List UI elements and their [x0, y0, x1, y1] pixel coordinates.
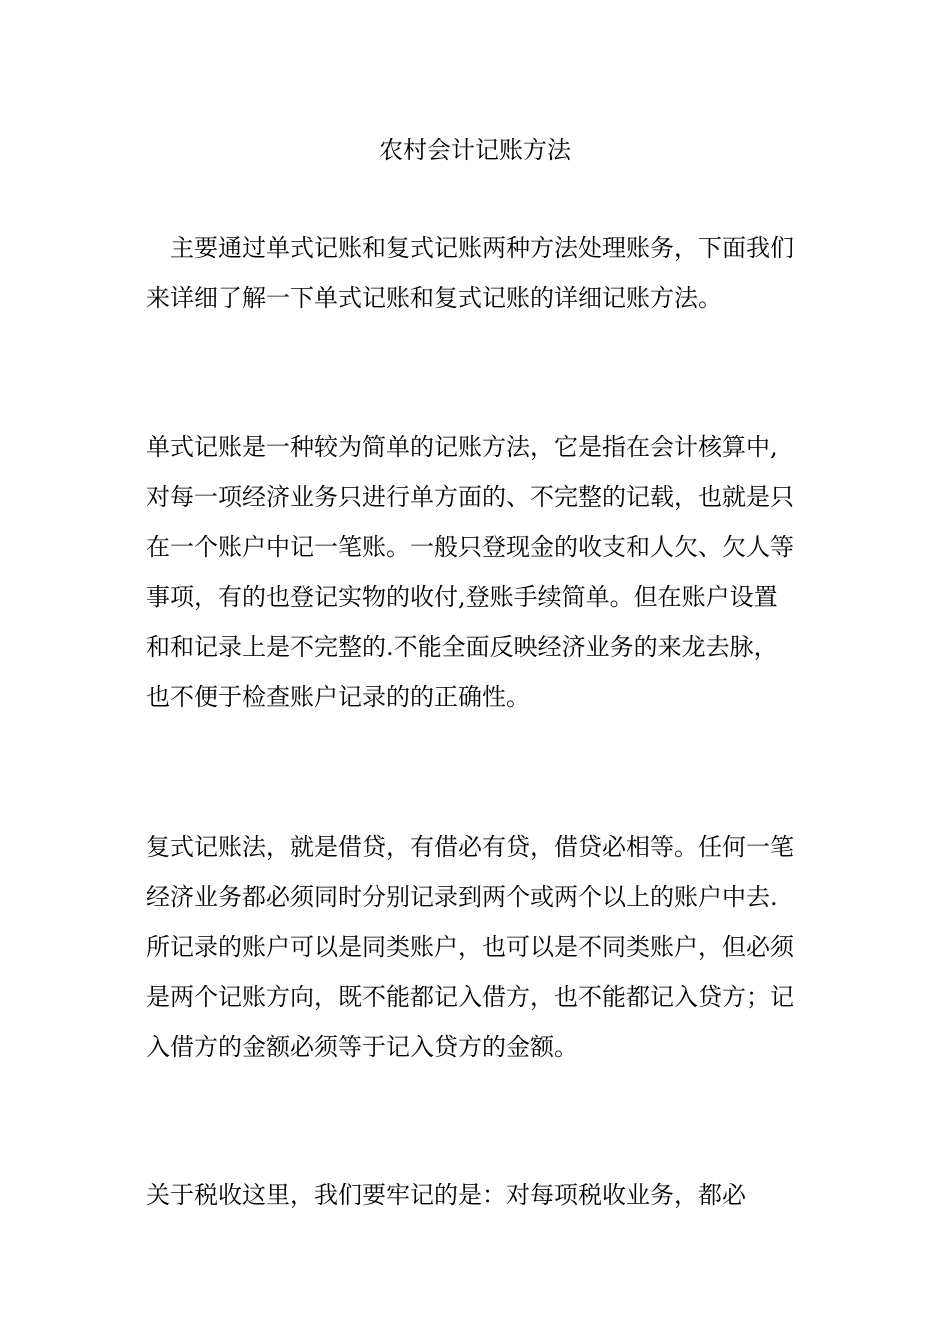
paragraph-tax: 关于税收这里，我们要牢记的是：对每项税收业务，都必 — [146, 1181, 746, 1209]
paragraph-intro: 主要通过单式记账和复式记账两种方法处理账务，下面我们来详细了解一下单式记账和复式记账的详细记账方法。 — [146, 234, 794, 312]
paragraph-single-entry: 单式记账是一种较为简单的记账方法，它是指在会计核算中,对每一项经济业务只进行单方面的、不完整的记载，也就是只在一个账户中记一笔账。一般只登现金的收支和人欠、欠人等事项，有的也登记实物的收付,登账手续简单。但在账户设置和和记录上是不完整的.不能全面反映经济业务的来龙去脉，也不便于检查账户记录的的正确性。 — [146, 433, 794, 711]
document-title: 农村会计记账方法 — [379, 136, 571, 164]
paragraph-double-entry: 复式记账法，就是借贷，有借必有贷，借贷必相等。任何一笔经济业务都必须同时分别记录到两个或两个以上的账户中去.所记录的账户可以是同类账户，也可以是不同类账户，但必须是两个记账方向，既不能都记入借方，也不能都记入贷方；记入借方的金额必须等于记入贷方的金额。 — [146, 833, 794, 1061]
